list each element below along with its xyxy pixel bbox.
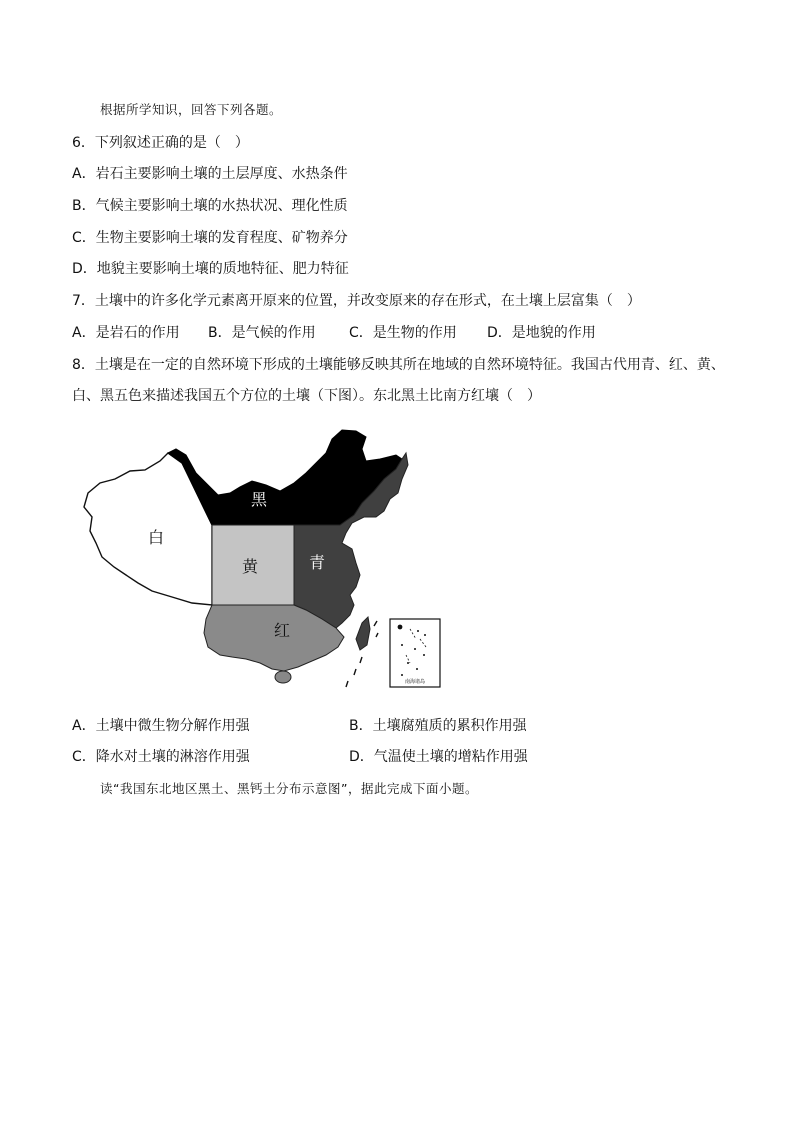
label-green: 青	[308, 553, 326, 572]
q8-option-d: D．气温使土壤的增粘作用强	[349, 749, 528, 765]
q8-option-c: C．降水对土壤的淋溶作用强	[72, 749, 250, 765]
q6-option-b: B．气候主要影响土壤的水热状况、理化性质	[72, 198, 348, 214]
q8-stem-line2: 白、黑五色来描述我国五个方位的土壤（下图）。东北黑土比南方红壤（ ）	[72, 388, 541, 404]
label-yellow: 黄	[241, 557, 259, 576]
q7-stem: 7．土壤中的许多化学元素离开原来的位置，并改变原来的存在形式，在土壤上层富集（ ）	[72, 293, 641, 309]
china-soil-color-map	[80, 425, 450, 695]
q8-option-b: B．土壤腐殖质的累积作用强	[349, 718, 527, 734]
section-intro: 根据所学知识，回答下列各题。	[100, 102, 283, 117]
next-section-intro: 读“我国东北地区黑土、黑钙土分布示意图”，据此完成下面小题。	[100, 781, 478, 796]
q8-option-a: A．土壤中微生物分解作用强	[72, 718, 250, 734]
taiwan-island	[356, 617, 370, 650]
q7-option-a: A．是岩石的作用	[72, 325, 180, 341]
q8-stem-line1: 8．土壤是在一定的自然环境下形成的土壤能够反映其所在地域的自然环境特征。我国古代用青、红、黄、	[72, 357, 725, 373]
q7-option-c: C．是生物的作用	[349, 325, 457, 341]
label-black: 黑	[250, 490, 268, 509]
q6-option-d: D．地貌主要影响土壤的质地特征、肥力特征	[72, 261, 349, 277]
q6-option-c: C．生物主要影响土壤的发育程度、矿物养分	[72, 230, 348, 246]
label-red: 红	[273, 621, 291, 640]
q7-option-d: D．是地貌的作用	[487, 325, 596, 341]
q6-stem: 6．下列叙述正确的是（ ）	[72, 135, 249, 151]
label-white: 白	[147, 528, 165, 547]
inset-label: 南海诸岛	[404, 679, 426, 685]
hainan-island	[275, 671, 291, 683]
south-china-sea-inset	[390, 619, 440, 687]
q7-option-b: B．是气候的作用	[208, 325, 316, 341]
q6-option-a: A．岩石主要影响土壤的土层厚度、水热条件	[72, 166, 348, 182]
